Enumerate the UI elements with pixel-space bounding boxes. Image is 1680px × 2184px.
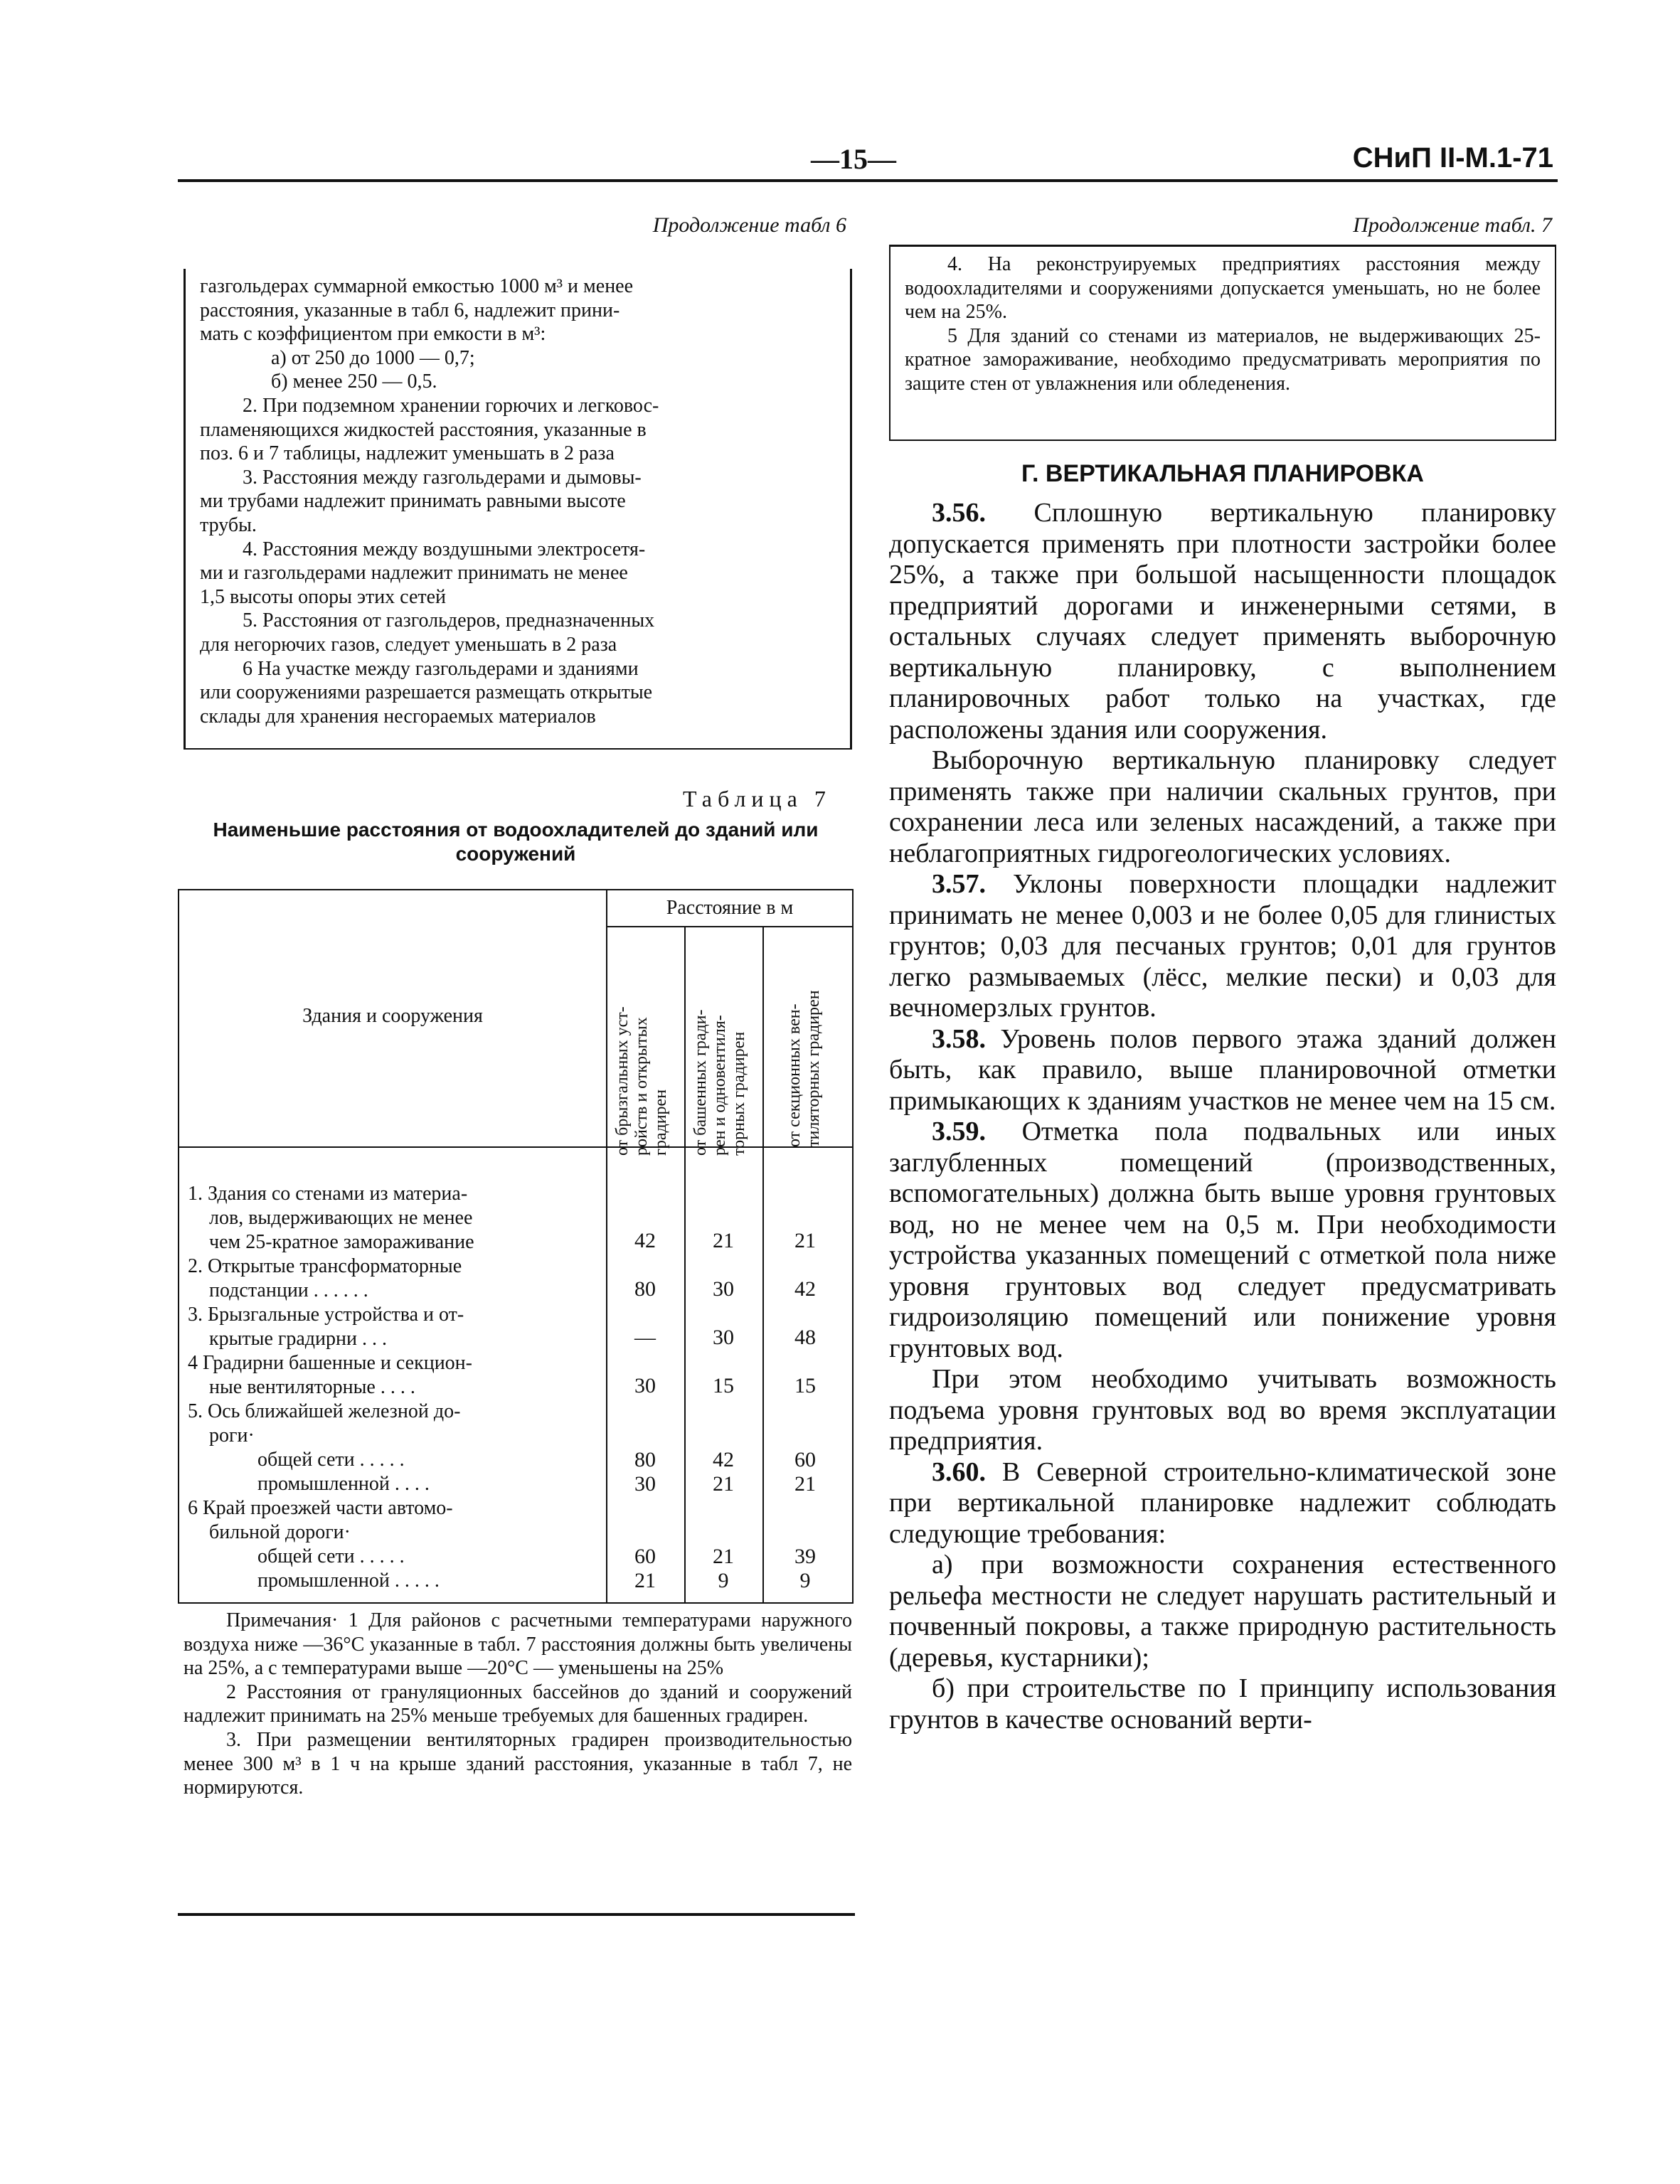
table-row: общей сети . . . . . xyxy=(257,1545,405,1567)
table-cell: 21 xyxy=(713,1545,734,1568)
subcol-header-spray: от брызгальных уст- ройств и открытых градирен xyxy=(613,1006,670,1156)
table-row: 5. Ось ближайшей железной до- роги· xyxy=(188,1400,461,1447)
table-divider xyxy=(606,890,607,1604)
table-row: 4 Градирни башенные и секцион- ные вентиляторные . . . . xyxy=(188,1352,472,1398)
box-line: 2. При подземном хранении горючих и легковос- xyxy=(243,394,659,417)
box-line: 6 На участке между газгольдерами и зданиями xyxy=(243,657,639,680)
table-cell: 42 xyxy=(713,1448,734,1471)
table-cell: 39 xyxy=(794,1545,816,1568)
box-line: 4. Расстояния между воздушными электросетя- xyxy=(243,538,646,560)
box-line: б) менее 250 — 0,5. xyxy=(271,371,437,393)
table-7 xyxy=(178,889,854,1604)
header-rule xyxy=(178,179,1558,182)
left-bottom-rule xyxy=(178,1913,855,1916)
table-cell: 9 xyxy=(799,1569,811,1592)
document-code: СНиП II-М.1-71 xyxy=(1352,142,1553,174)
box-line: пламеняющихся жидкостей расстояния, указанные в xyxy=(200,418,647,441)
table-cell: 21 xyxy=(634,1569,656,1592)
continuation-table-6: Продолжение табл 6 xyxy=(652,213,846,237)
table-cell: 60 xyxy=(794,1448,816,1471)
box-line: 5. Расстояния от газгольдеров, предназначенных xyxy=(243,609,655,632)
box-para: 4. На реконструируемых предприятиях расстояния между водоохладителями и сооружениями допускается уменьшать, но не более чем на 25%. xyxy=(905,253,1541,324)
table-7-label: Таблица 7 xyxy=(683,786,831,811)
col-header-distance: Расстояние в м xyxy=(666,897,794,919)
box-line: трубы. xyxy=(200,513,257,536)
box-line: склады для хранения несгораемых материалов xyxy=(200,705,596,728)
paragraph: б) при строительстве по I принципу использования грунтов в качестве оснований верти- xyxy=(889,1673,1556,1735)
table-7-notes xyxy=(184,1609,852,1800)
table-cell: 15 xyxy=(713,1374,734,1397)
paragraph: Выборочную вертикальную планировку следует применять также при наличии скальных грунтов, при сохранении леса или зеленых насаждений, а также при неблагоприятных гидрогеологических условиях. xyxy=(889,745,1556,868)
note: Примечания· 1 Для районов с расчетными температурами наружного воздуха ниже —36°С указанные в табл. 7 расстояния должны быть увеличены на 25%, а с температурами выше —20°С — уменьшены на 25% xyxy=(184,1609,852,1680)
table-cell: 30 xyxy=(634,1374,656,1397)
box-line: мать с коэффициентом при емкости в м³: xyxy=(200,323,546,346)
table-cell: 21 xyxy=(794,1472,816,1496)
table-cell: 30 xyxy=(713,1326,734,1349)
continuation-table-7: Продолжение табл. 7 xyxy=(1353,213,1552,237)
box-line: а) от 250 до 1000 — 0,7; xyxy=(271,346,475,369)
table-cell: 42 xyxy=(634,1229,656,1252)
paragraph: 3.59. Отметка пола подвальных или иных заглубленных помещений (производственных, вспомогательных) должна быть выше уровня грунтовых вод, но не менее чем на 0,5 м. При необходимости устройства указанных помещений с отметкой пола ниже уровня грунтовых вод следует предусматривать гидроизоляцию помещений или понижение уровня грунтовых вод. xyxy=(889,1117,1557,1363)
box-line: газгольдерах суммарной емкостью 1000 м³ и менее xyxy=(200,275,634,297)
section-body xyxy=(889,498,1556,1735)
table-cell: 80 xyxy=(634,1448,656,1471)
paragraph: 3.57. Уклоны поверхности площадки надлежит принимать не менее 0,003 и не более 0,05 для глинистых грунтов; 0,03 для песчаных грунтов; 0,01 для грунтов легко размываемых (лёсс, мелкие пески) и 0,03 для вечномерзлых грунтов. xyxy=(889,869,1556,1023)
table-row: 6 Край проезжей части автомо- бильной дороги· xyxy=(188,1497,453,1543)
subcol-header-sectional: от секционных вен- тиляторных градирен xyxy=(785,990,823,1147)
box-line: поз. 6 и 7 таблицы, надлежит уменьшать в 2 раза xyxy=(200,442,615,465)
box-line: для негорючих газов, следует уменьшать в 2 раза xyxy=(200,633,617,656)
table-row: промышленной . . . . . xyxy=(257,1570,440,1592)
box-para: 5 Для зданий со стенами из материалов, не выдерживающих 25-кратное замораживание, необходимо предусматривать мероприятия по защите стен от увлажнения или обледенения. xyxy=(905,324,1541,395)
box-line: ми и газгольдерами надлежит принимать не менее xyxy=(200,562,628,585)
table-divider xyxy=(684,926,686,1604)
table-cell: 15 xyxy=(794,1374,816,1397)
box-line: ми трубами надлежит принимать равными высоте xyxy=(200,490,626,513)
paragraph: а) при возможности сохранения естественного рельефа местности не следует нарушать растительный и почвенный покровы, а также природную растительность (деревья, кустарники); xyxy=(889,1550,1556,1673)
box-line: 1,5 высоты опоры этих сетей xyxy=(200,585,447,608)
paragraph: 3.60. В Северной строительно-климатической зоне при вертикальной планировке надлежит соблюдать следующие требования: xyxy=(889,1456,1556,1549)
table-row: промышленной . . . . xyxy=(257,1473,430,1495)
table-cell: 30 xyxy=(634,1472,656,1496)
subcol-header-tower: от башенных гради- рен и одновентиля- торных градирен xyxy=(691,1009,748,1156)
table-divider xyxy=(762,926,764,1604)
table-row: 3. Брызгальные устройства и от- крытые градирни . . . xyxy=(188,1304,464,1350)
table-cell: 80 xyxy=(634,1277,656,1301)
table-cell: 60 xyxy=(634,1545,656,1568)
table-cell: 21 xyxy=(713,1472,734,1496)
section-title: Г. ВЕРТИКАЛЬНАЯ ПЛАНИРОВКА xyxy=(1021,460,1424,487)
table-cell: 48 xyxy=(794,1326,816,1349)
paragraph: 3.56. Сплошную вертикальную планировку допускается применять при плотности застройки более 25%, а также при большой насыщенности площадок предприятий дорогами и инженерными сетями, в остальных случаях следует применять выборочную вертикальную планировку, с выполнением планировочных работ только на участках, где расположены здания или сооружения. xyxy=(889,498,1557,745)
col-header-buildings: Здания и сооружения xyxy=(302,1005,483,1027)
table-divider xyxy=(606,926,854,927)
table-row: 2. Открытые трансформаторные подстанции . . . . . . xyxy=(188,1255,462,1301)
box-line: 3. Расстояния между газгольдерами и дымовы- xyxy=(243,466,642,489)
table-cell: 21 xyxy=(794,1229,816,1252)
box-line: или сооружениями разрешается размещать открытые xyxy=(200,681,653,704)
note: 3. При размещении вентиляторных градирен производительностью менее 300 м³ в 1 ч на крыше зданий расстояния, указанные в табл 7, не нормируются. xyxy=(184,1728,852,1799)
paragraph: При этом необходимо учитывать возможность подъема уровня грунтовых вод во время эксплуатации предприятия. xyxy=(889,1364,1556,1456)
table-6-notes-box xyxy=(184,269,852,750)
table-7-title: Наименьшие расстояния от водоохладителей до зданий или сооружений xyxy=(213,819,819,865)
table-cell: 9 xyxy=(718,1569,729,1592)
page-number: —15— xyxy=(811,143,896,175)
table-cell: 21 xyxy=(713,1229,734,1252)
table-cell: — xyxy=(634,1326,656,1349)
paragraph: 3.58. Уровень полов первого этажа зданий должен быть, как правило, выше планировочной отметки примыкающих к зданиям участков не менее чем на 15 см. xyxy=(889,1023,1557,1116)
table-7-continuation-box xyxy=(889,245,1556,441)
table-row: общей сети . . . . . xyxy=(257,1449,405,1471)
table-row: 1. Здания со стенами из материа- лов, выдерживающих не менее чем 25-кратное замораживание xyxy=(188,1183,474,1253)
note: 2 Расстояния от грануляционных бассейнов до зданий и сооружений надлежит принимать на 25% меньше требуемых для башенных градирен. xyxy=(184,1680,852,1727)
table-cell: 30 xyxy=(713,1277,734,1301)
table-cell: 42 xyxy=(794,1277,816,1301)
box-line: расстояния, указанные в табл 6, надлежит прини- xyxy=(200,299,620,321)
